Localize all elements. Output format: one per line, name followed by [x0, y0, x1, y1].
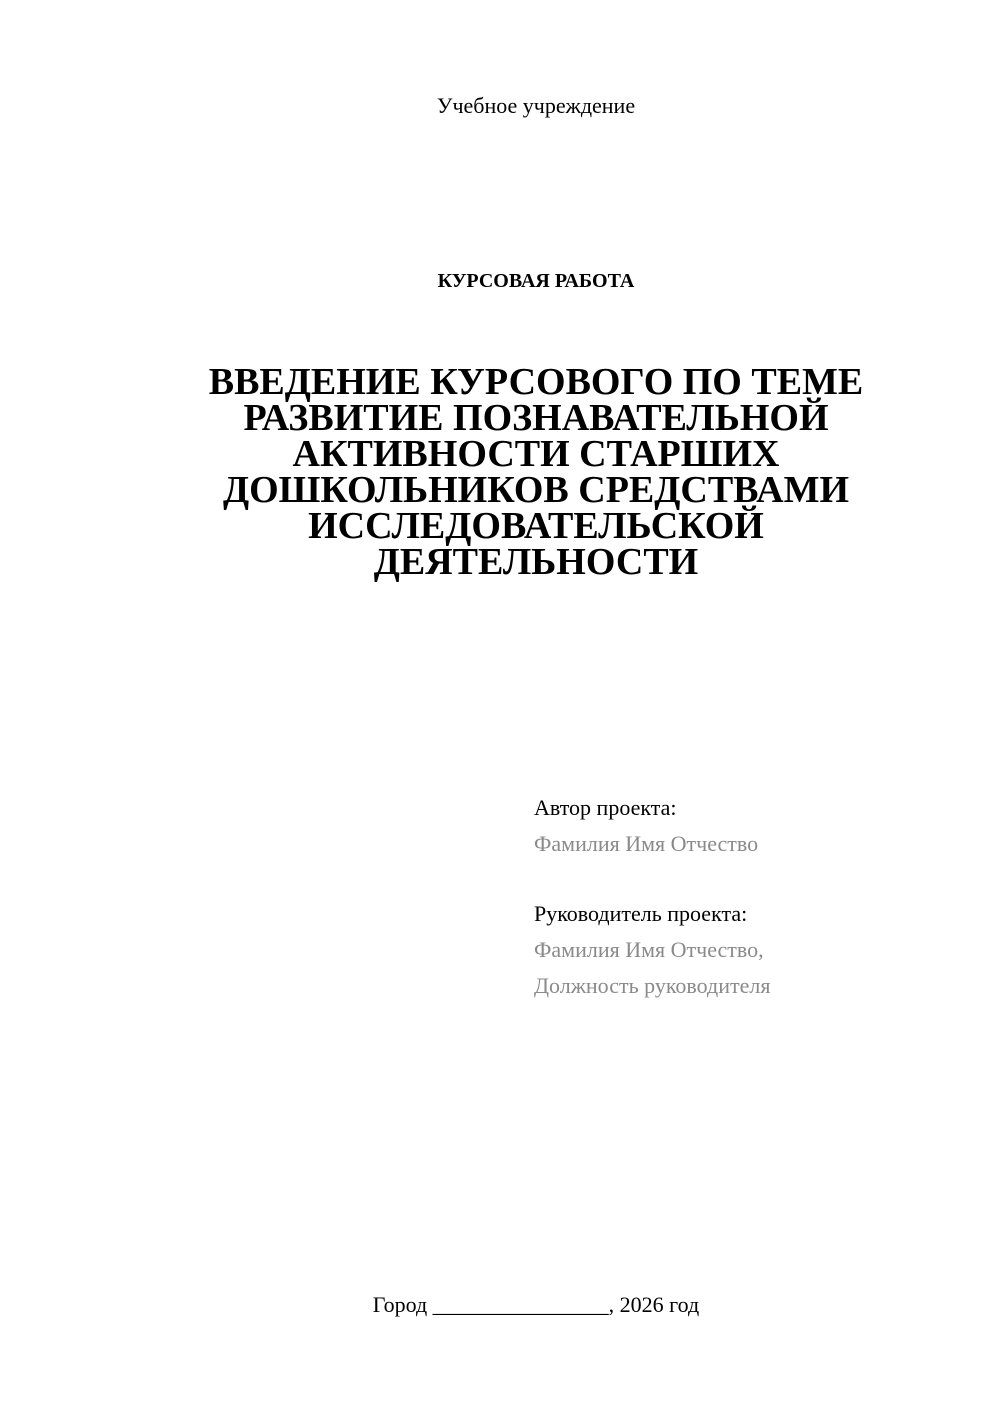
work-type: КУРСОВАЯ РАБОТА: [437, 270, 635, 292]
author-label: Автор проекта:: [534, 795, 677, 820]
credits-block: [534, 790, 770, 1004]
title-line: ИССЛЕДОВАТЕЛЬСКОЙ: [308, 505, 764, 547]
city-year-footer: Город ________________, 2026 год: [372, 1292, 700, 1317]
document-title: [0, 361, 1000, 583]
title-line: АКТИВНОСТИ СТАРШИХ: [292, 433, 780, 475]
supervisor-position: Должность руководителя: [534, 973, 771, 998]
supervisor-name: Фамилия Имя Отчество,: [534, 937, 764, 962]
supervisor-label: Руководитель проекта:: [534, 901, 748, 926]
title-line: ДОШКОЛЬНИКОВ СРЕДСТВАМИ: [222, 469, 850, 511]
title-line: ДЕЯТЕЛЬНОСТИ: [373, 541, 699, 583]
credits-spacer: [534, 862, 770, 896]
institution-name: Учебное учреждение: [436, 93, 636, 118]
title-line: РАЗВИТИЕ ПОЗНАВАТЕЛЬНОЙ: [243, 397, 829, 439]
author-name: Фамилия Имя Отчество: [534, 831, 759, 856]
title-line: ВВЕДЕНИЕ КУРСОВОГО ПО ТЕМЕ: [208, 361, 864, 403]
